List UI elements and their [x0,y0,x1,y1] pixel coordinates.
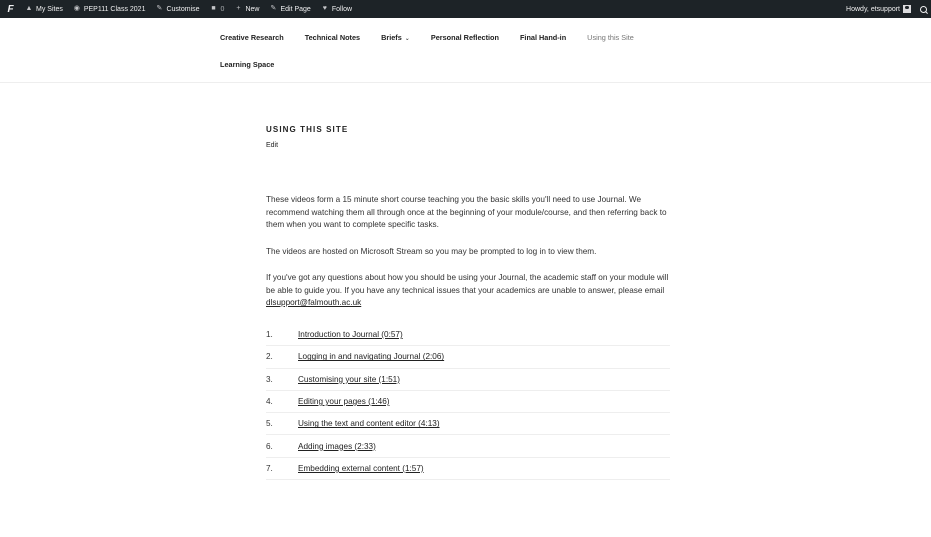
nav-item-final-hand-in[interactable]: Final Hand-in [519,33,567,42]
nav-row [220,33,655,42]
comments-link[interactable] [205,0,230,18]
my-sites-label: My Sites [36,5,63,13]
new-label: New [245,5,260,13]
video-link[interactable]: Embedding external content (1:57) [298,463,424,473]
edit-page-link[interactable] [264,0,315,18]
item-number: 4. [266,397,273,407]
list-item [266,324,670,346]
item-number: 5. [266,419,273,429]
list-item [266,458,670,480]
item-number: 3. [266,374,273,384]
item-number: 1. [266,330,273,340]
dashboard-icon: ◉ [73,5,80,12]
customise-label: Customise [166,5,200,13]
admin-bar [0,0,931,18]
video-link[interactable]: Using the text and content editor (4:13) [298,419,440,429]
video-link[interactable]: Editing your pages (1:46) [298,397,390,407]
sites-icon: ▲ [25,5,33,12]
avatar[interactable] [903,5,911,13]
nav-item-label: Briefs [381,33,402,42]
site-navigation [0,18,931,83]
heart-icon: ♥ [322,5,327,12]
customise-link[interactable] [150,0,204,18]
nav-item-personal-reflection[interactable]: Personal Reflection [430,33,499,42]
site-logo-icon[interactable] [0,0,20,18]
comment-icon: ■ [211,5,216,12]
list-item [266,346,670,368]
nav-item-learning-space[interactable]: Learning Space [220,60,275,69]
intro-paragraph: These videos form a 15 minute short course teaching you the basic skills you'll need to use Journal. We recommend watching them all through once at the beginning of your module/course, and then referring back to them when you want to complete specific tasks. [266,195,667,229]
video-link[interactable]: Logging in and navigating Journal (2:06) [298,352,445,362]
pencil-icon: ✎ [270,5,277,12]
page-title: USING THIS SITE [266,125,349,134]
my-sites-menu[interactable] [20,0,68,18]
account-menu[interactable]: Howdy, etsupport [846,5,900,13]
nav-item-technical-notes[interactable]: Technical Notes [304,33,361,42]
support-text: If you've got any questions about how you should be using your Journal, the academic staff on your module will be able to guide you. If you have any technical issues that your academics are unable to answer, please email [266,273,669,295]
stream-paragraph: The videos are hosted on Microsoft Stream so you may be prompted to log in to view them. [266,247,597,256]
chevron-down-icon: ⌄ [404,36,410,42]
item-number: 7. [266,463,273,473]
list-item [266,435,670,457]
item-number: 2. [266,352,273,362]
video-link[interactable]: Introduction to Journal (0:57) [298,330,403,340]
follow-label: Follow [331,5,353,13]
list-item [266,369,670,391]
page-content [266,125,670,307]
nav-item-creative-research[interactable]: Creative Research [220,33,284,42]
brush-icon: ✎ [156,5,163,12]
video-list [266,324,670,480]
list-item [266,391,670,413]
plus-icon: + [236,5,241,12]
item-number: 6. [266,441,273,451]
nav-item-using-this-site[interactable]: Using this Site [587,33,634,42]
edit-link[interactable]: Edit [266,142,279,149]
follow-link[interactable] [316,0,357,18]
new-menu[interactable] [229,0,264,18]
video-link[interactable]: Customising your site (1:51) [298,374,400,384]
search-icon[interactable] [920,6,927,13]
support-paragraph [266,272,670,310]
video-link[interactable]: Adding images (2:33) [298,441,376,451]
site-name-menu[interactable] [68,0,151,18]
nav-row [220,60,295,69]
logo-letter: F [7,3,13,15]
edit-page-label: Edit Page [280,5,311,13]
site-name-label: PEP111 Class 2021 [83,5,146,13]
list-item [266,413,670,435]
nav-item-briefs[interactable] [381,33,410,42]
support-email-link[interactable]: dlsupport@falmouth.ac.uk [266,298,362,307]
comments-count: 0 [220,5,225,13]
